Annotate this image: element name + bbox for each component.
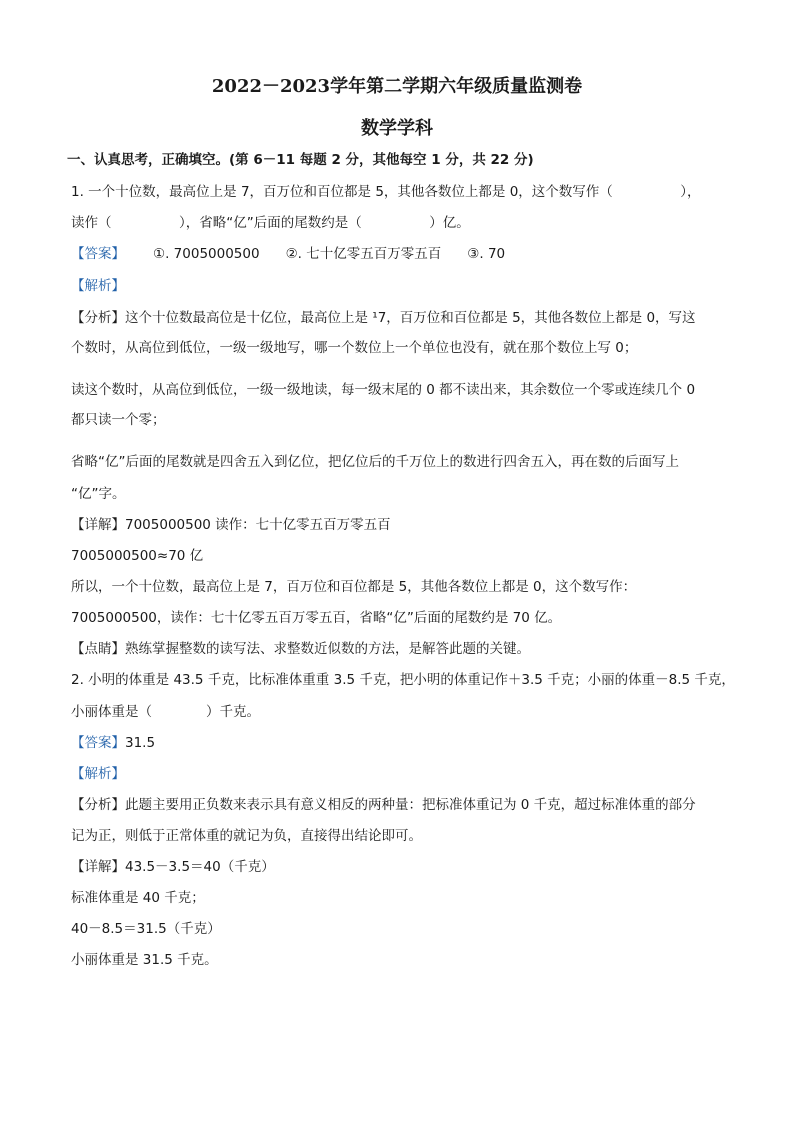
q1-para3-line-2: “亿”字。 — [71, 486, 126, 502]
q1-detail-line-4: 7005000500，读作：七十亿零五百万零五百，省略“亿”后面的尾数约是 70 亿。 — [71, 610, 562, 626]
q1-fenxi-text-1: 这个十位数最高位是十亿位，最高位上是 ¹7，百万位和百位都是 5，其他各数位上都是 0，写这 — [125, 310, 696, 326]
dianjing-tag: 【点睛】 — [71, 641, 125, 657]
q2-detail-line-3: 40－8.5＝31.5（千克） — [71, 921, 221, 937]
answer-tag: 【答案】 — [71, 735, 125, 751]
q1-dianjing-text: 熟练掌握整数的读写法、求整数近似数的方法，是解答此题的关键。 — [125, 641, 530, 657]
q2-fenxi-line-1 — [71, 795, 736, 815]
detail-tag: 【详解】 — [71, 517, 125, 533]
q1-text-line-2: 读作（ ），省略“亿”后面的尾数约是（ ）亿。 — [71, 215, 470, 231]
q2-detail-line-2: 标准体重是 40 千克； — [71, 890, 205, 906]
q1-para2-line-2: 都只读一个零； — [71, 412, 166, 428]
q1-answer-2: ②. 七十亿零五百万零五百 — [285, 246, 442, 262]
q1-detail-line-1 — [71, 515, 736, 535]
q1-detail-line-3: 所以，一个十位数，最高位上是 7，百万位和百位都是 5，其他各数位上都是 0，这个数写作： — [71, 579, 637, 595]
q1-dianjing-line — [71, 639, 736, 659]
q1-detail-text-1: 7005000500 读作：七十亿零五百万零五百 — [125, 517, 391, 533]
q2-answer-row — [71, 733, 736, 753]
q1-detail-line-2: 7005000500≈70 亿 — [71, 548, 204, 564]
q1-text-line-1: 1. 一个十位数，最高位上是 7，百万位和百位都是 5，其他各数位上都是 0，这个数写作（ ）， — [71, 184, 701, 200]
q2-detail-text-1: 43.5－3.5＝40（千克） — [125, 859, 275, 875]
q1-answer-1: ①. 7005000500 — [153, 246, 260, 262]
fenxi-tag: 【分析】 — [71, 797, 125, 813]
q1-analysis-tag — [71, 276, 736, 296]
q2-fenxi-text-1: 此题主要用正负数来表示具有意义相反的两种量：把标准体重记为 0 千克，超过标准体重的部分 — [125, 797, 696, 813]
q2-fenxi-line-2: 记为正，则低于正常体重的就记为负，直接得出结论即可。 — [71, 828, 422, 844]
answer-tag: 【答案】 — [71, 246, 125, 262]
q1-fenxi-line-1 — [71, 308, 736, 328]
fenxi-tag: 【分析】 — [71, 310, 125, 326]
page-subtitle: 数学学科 — [361, 118, 433, 139]
q2-analysis-tag — [71, 764, 736, 784]
q1-fenxi-line-2: 个数时，从高位到低位，一级一级地写，哪一个数位上一个单位也没有，就在那个数位上写 0； — [71, 340, 638, 356]
page-title: 2022－2023学年第二学期六年级质量监测卷 — [211, 76, 583, 97]
q2-text-line-1: 2. 小明的体重是 43.5 千克，比标准体重重 3.5 千克，把小明的体重记作＋3.5 千克；小丽的体重－8.5 千克， — [71, 672, 735, 688]
q2-text-line-2: 小丽体重是（ ）千克。 — [71, 704, 260, 720]
q2-detail-line-1 — [71, 857, 736, 877]
q2-answer: 31.5 — [125, 735, 156, 751]
analysis-tag: 【解析】 — [71, 766, 125, 782]
q1-answer-3: ③. 70 — [467, 246, 506, 262]
section-heading: 一、认真思考，正确填空。(第 6－11 每题 2 分，其他每空 1 分，共 22 分) — [67, 152, 534, 168]
detail-tag: 【详解】 — [71, 859, 125, 875]
q1-para2-line-1: 读这个数时，从高位到低位，一级一级地读，每一级末尾的 0 都不读出来，其余数位一个零或连续几个 0 — [71, 382, 696, 398]
analysis-tag: 【解析】 — [71, 278, 125, 294]
q1-answer-row — [71, 244, 736, 264]
q1-para3-line-1: 省略“亿”后面的尾数就是四舍五入到亿位，把亿位后的千万位上的数进行四舍五入，再在数的后面写上 — [71, 454, 679, 470]
q2-detail-line-4: 小丽体重是 31.5 千克。 — [71, 952, 218, 968]
